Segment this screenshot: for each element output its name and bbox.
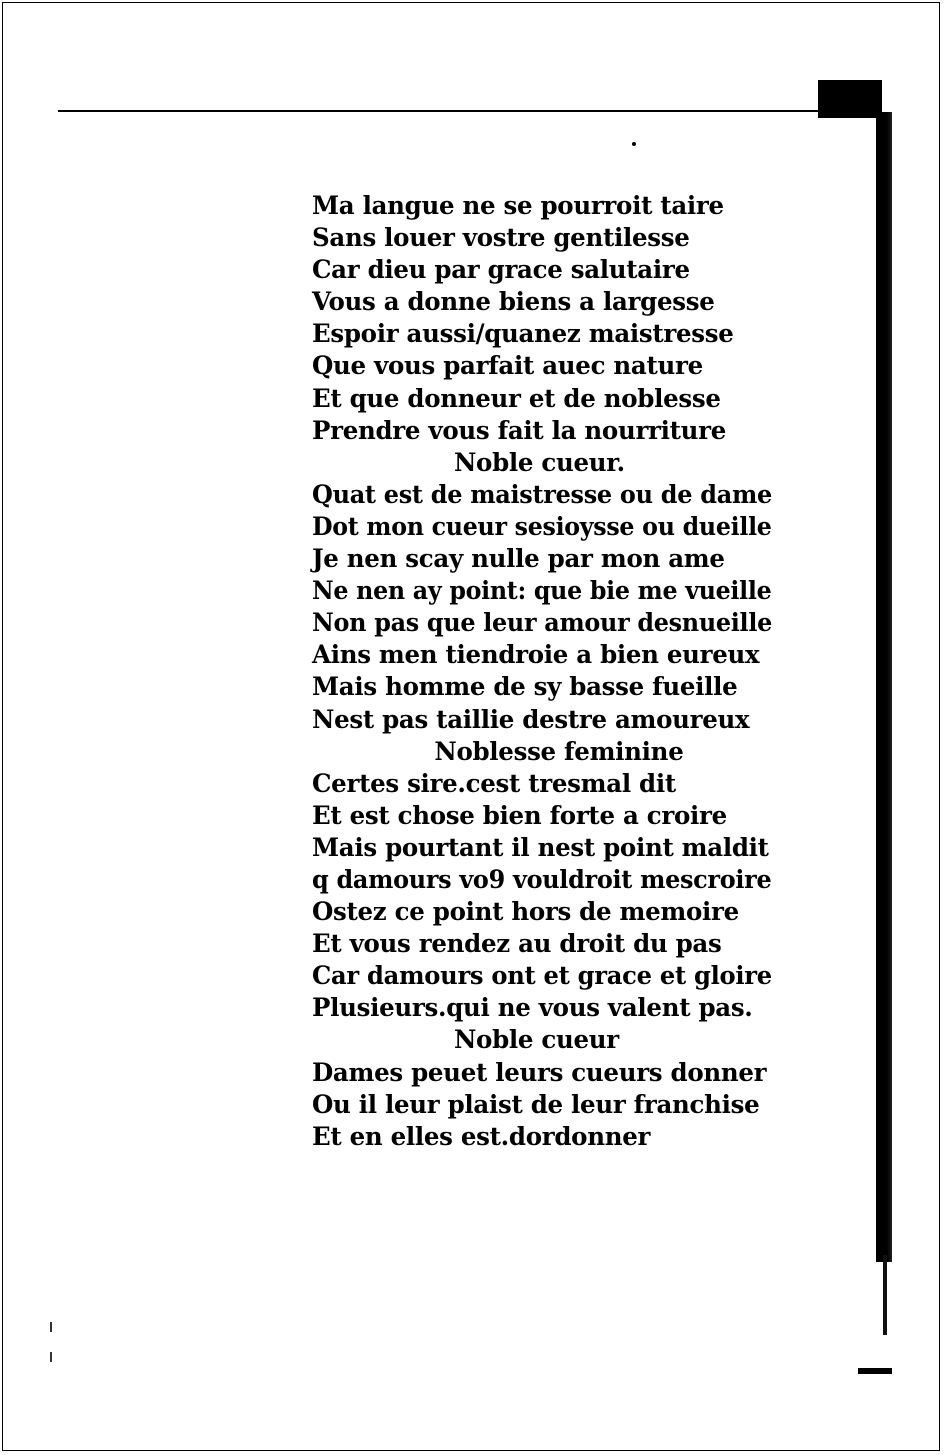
verse-line: Que vous parfait auec nature xyxy=(312,351,703,381)
verse-line: Ostez ce point hors de memoire xyxy=(312,897,739,927)
verse-line: Nest pas taillie destre amoureux xyxy=(312,704,750,734)
verse-line: Et en elles est.dordonner xyxy=(312,1121,651,1151)
verse-line: Car dieu par grace salutaire xyxy=(312,255,690,285)
facing-page-edge xyxy=(876,112,892,1262)
verse-line: Vous a donne biens a largesse xyxy=(312,287,715,317)
ink-speck xyxy=(632,142,636,146)
facing-page-edge-top xyxy=(818,80,882,118)
verse-line: Prendre vous fait la nourriture xyxy=(312,415,727,445)
verse-line: Et que donneur et de noblesse xyxy=(312,383,721,413)
verse-line: Ma langue ne se pourroit taire xyxy=(312,191,724,220)
verse-line: Espoir aussi/quanez maistresse xyxy=(312,319,734,349)
ink-speck xyxy=(50,1352,52,1362)
verse-line: Quat est de maistresse ou de dame xyxy=(312,479,772,509)
verse-line: Ne nen ay point: que bie me vueille xyxy=(312,576,772,606)
speaker-heading: Noble cueur. xyxy=(453,447,625,477)
verse-line: Car damours ont et grace et gloire xyxy=(312,961,772,991)
speaker-heading: Noble cueur xyxy=(453,1025,619,1055)
verse-line: Mais homme de sy basse fueille xyxy=(312,672,738,702)
verse-line: Sans louer vostre gentilesse xyxy=(312,223,690,253)
verse-line: Et est chose bien forte a croire xyxy=(312,800,727,830)
verse-line: Non pas que leur amour desnueille xyxy=(312,608,773,638)
verse-line: Dot mon cueur sesioysse ou dueille xyxy=(312,511,772,541)
verse-line: Je nen scay nulle par mon ame xyxy=(312,544,725,574)
top-rule-line xyxy=(58,110,873,112)
verse-line: Certes sire.cest tresmal dit xyxy=(312,768,676,798)
verse-line: Ou il leur plaist de leur franchise xyxy=(312,1089,760,1119)
ink-speck xyxy=(50,1322,52,1332)
facing-page-edge-tail xyxy=(883,1255,887,1335)
verse-line: Et vous rendez au droit du pas xyxy=(312,929,722,959)
verse-line: Ains men tiendroie a bien eureux xyxy=(312,640,760,670)
verse-line: q damours vo9 vouldroit mescroire xyxy=(312,864,772,894)
verse-text-block xyxy=(312,190,782,1153)
bottom-edge-mark xyxy=(858,1368,892,1374)
verse-line: Mais pourtant il nest point maldit xyxy=(312,832,769,862)
speaker-heading: Noblesse feminine xyxy=(434,736,684,766)
verse-line: Plusieurs.qui ne vous valent pas. xyxy=(312,993,753,1023)
verse-line: Dames peuet leurs cueurs donner xyxy=(312,1057,767,1087)
